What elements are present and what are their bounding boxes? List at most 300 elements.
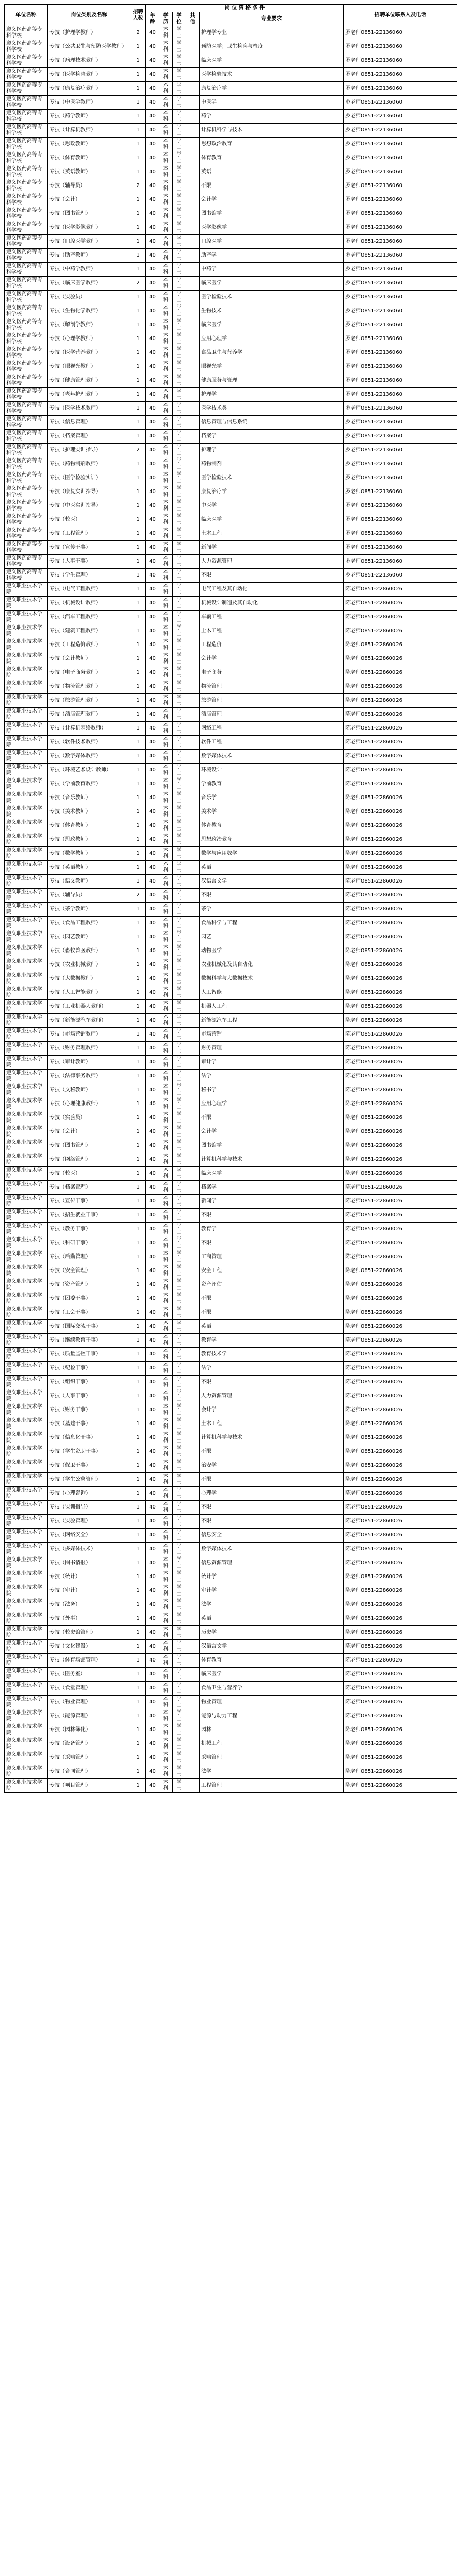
cell-other bbox=[186, 1473, 200, 1487]
cell-unit: 遵义医药高等专科学校 bbox=[5, 499, 48, 513]
cell-age: 40 bbox=[146, 777, 159, 791]
cell-other bbox=[186, 680, 200, 694]
cell-age: 40 bbox=[146, 193, 159, 207]
cell-unit: 遵义医药高等专科学校 bbox=[5, 235, 48, 249]
cell-post: 专技（医学检验教师） bbox=[48, 68, 130, 82]
table-row bbox=[5, 54, 457, 68]
cell-other bbox=[186, 40, 200, 54]
cell-count: 1 bbox=[130, 930, 146, 944]
cell-degree: 学士 bbox=[173, 1250, 186, 1264]
cell-count: 1 bbox=[130, 1473, 146, 1487]
cell-edu: 本科 bbox=[159, 1501, 173, 1515]
cell-unit: 遵义职业技术学院 bbox=[5, 638, 48, 652]
cell-degree: 学士 bbox=[173, 694, 186, 708]
cell-post: 专技（信息化干事） bbox=[48, 1431, 130, 1445]
cell-other bbox=[186, 1223, 200, 1236]
cell-count: 1 bbox=[130, 249, 146, 263]
cell-edu: 本科 bbox=[159, 1445, 173, 1459]
cell-contact: 陈老师0851-22860026 bbox=[344, 652, 457, 666]
cell-post: 专技（音乐教师） bbox=[48, 791, 130, 805]
cell-edu: 本科 bbox=[159, 1473, 173, 1487]
cell-edu: 本科 bbox=[159, 1668, 173, 1682]
cell-contact: 罗老师0851-22136060 bbox=[344, 374, 457, 388]
cell-other bbox=[186, 444, 200, 457]
cell-age: 40 bbox=[146, 444, 159, 457]
cell-major: 数据科学与大数据技术 bbox=[200, 972, 344, 986]
cell-unit: 遵义职业技术学院 bbox=[5, 1612, 48, 1626]
cell-age: 40 bbox=[146, 346, 159, 360]
cell-degree: 学士 bbox=[173, 1000, 186, 1014]
cell-post: 专技（校医） bbox=[48, 1167, 130, 1181]
cell-contact: 陈老师0851-22860026 bbox=[344, 1362, 457, 1376]
cell-age: 40 bbox=[146, 1737, 159, 1751]
cell-other bbox=[186, 611, 200, 624]
cell-major: 信息资源管理 bbox=[200, 1556, 344, 1570]
cell-age: 40 bbox=[146, 638, 159, 652]
cell-contact: 罗老师0851-22136060 bbox=[344, 346, 457, 360]
cell-age: 40 bbox=[146, 1751, 159, 1765]
cell-count: 1 bbox=[130, 235, 146, 249]
cell-unit: 遵义职业技术学院 bbox=[5, 1278, 48, 1292]
cell-post: 专技（大数据教师） bbox=[48, 972, 130, 986]
cell-unit: 遵义医药高等专科学校 bbox=[5, 221, 48, 235]
cell-major: 图书馆学 bbox=[200, 1139, 344, 1153]
cell-age: 40 bbox=[146, 917, 159, 930]
table-row bbox=[5, 777, 457, 791]
cell-post: 专技（茶学教师） bbox=[48, 903, 130, 917]
cell-unit: 遵义职业技术学院 bbox=[5, 1515, 48, 1529]
cell-unit: 遵义医药高等专科学校 bbox=[5, 569, 48, 583]
cell-count: 1 bbox=[130, 513, 146, 527]
cell-age: 40 bbox=[146, 1306, 159, 1320]
cell-other bbox=[186, 1431, 200, 1445]
cell-count: 1 bbox=[130, 1306, 146, 1320]
table-row bbox=[5, 541, 457, 555]
table-row bbox=[5, 833, 457, 847]
cell-post: 专技（设备管理） bbox=[48, 1737, 130, 1751]
cell-degree: 学士 bbox=[173, 624, 186, 638]
cell-degree: 学士 bbox=[173, 165, 186, 179]
table-row bbox=[5, 819, 457, 833]
table-row bbox=[5, 1236, 457, 1250]
cell-major: 数字媒体技术 bbox=[200, 750, 344, 764]
cell-edu: 本科 bbox=[159, 708, 173, 722]
cell-post: 专技（学前教育教师） bbox=[48, 777, 130, 791]
cell-major: 中医学 bbox=[200, 499, 344, 513]
cell-contact: 陈老师0851-22860026 bbox=[344, 1431, 457, 1445]
cell-unit: 遵义医药高等专科学校 bbox=[5, 124, 48, 138]
cell-count: 1 bbox=[130, 388, 146, 402]
cell-count: 1 bbox=[130, 555, 146, 569]
cell-count: 1 bbox=[130, 1737, 146, 1751]
cell-edu: 本科 bbox=[159, 513, 173, 527]
cell-contact: 陈老师0851-22860026 bbox=[344, 1668, 457, 1682]
cell-degree: 学士 bbox=[173, 666, 186, 680]
cell-degree: 学士 bbox=[173, 1487, 186, 1501]
cell-edu: 本科 bbox=[159, 1529, 173, 1543]
cell-major: 信息管理与信息系统 bbox=[200, 416, 344, 430]
cell-unit: 遵义职业技术学院 bbox=[5, 1014, 48, 1028]
cell-major: 工商管理 bbox=[200, 1250, 344, 1264]
cell-post: 专技（医学影像教师） bbox=[48, 221, 130, 235]
cell-age: 40 bbox=[146, 569, 159, 583]
cell-age: 40 bbox=[146, 291, 159, 304]
cell-contact: 陈老师0851-22860026 bbox=[344, 875, 457, 889]
cell-post: 专技（组织干事） bbox=[48, 1376, 130, 1389]
cell-age: 40 bbox=[146, 1014, 159, 1028]
cell-edu: 本科 bbox=[159, 1125, 173, 1139]
cell-count: 1 bbox=[130, 1515, 146, 1529]
table-row bbox=[5, 1431, 457, 1445]
cell-edu: 本科 bbox=[159, 402, 173, 416]
table-row bbox=[5, 1250, 457, 1264]
cell-count: 1 bbox=[130, 1543, 146, 1556]
cell-unit: 遵义医药高等专科学校 bbox=[5, 179, 48, 193]
cell-edu: 本科 bbox=[159, 110, 173, 124]
cell-contact: 陈老师0851-22860026 bbox=[344, 1111, 457, 1125]
cell-post: 专技（计算机教师） bbox=[48, 124, 130, 138]
cell-edu: 本科 bbox=[159, 1682, 173, 1696]
table-row bbox=[5, 346, 457, 360]
cell-edu: 本科 bbox=[159, 527, 173, 541]
cell-contact: 陈老师0851-22860026 bbox=[344, 1529, 457, 1543]
cell-other bbox=[186, 583, 200, 597]
cell-edu: 本科 bbox=[159, 1779, 173, 1793]
cell-major: 新能源汽车工程 bbox=[200, 1014, 344, 1028]
cell-count: 1 bbox=[130, 138, 146, 151]
cell-contact: 陈老师0851-22860026 bbox=[344, 1125, 457, 1139]
cell-major: 医学检验技术 bbox=[200, 471, 344, 485]
table-body bbox=[5, 26, 457, 1793]
cell-unit: 遵义职业技术学院 bbox=[5, 1000, 48, 1014]
table-row bbox=[5, 1139, 457, 1153]
cell-count: 1 bbox=[130, 207, 146, 221]
cell-other bbox=[186, 291, 200, 304]
cell-other bbox=[186, 1682, 200, 1696]
cell-major: 酒店管理 bbox=[200, 708, 344, 722]
cell-other bbox=[186, 402, 200, 416]
cell-edu: 本科 bbox=[159, 1598, 173, 1612]
table-row bbox=[5, 1459, 457, 1473]
cell-count: 1 bbox=[130, 875, 146, 889]
cell-degree: 学士 bbox=[173, 1056, 186, 1070]
cell-post: 专技（图书管理） bbox=[48, 207, 130, 221]
cell-other bbox=[186, 833, 200, 847]
cell-degree: 学士 bbox=[173, 1264, 186, 1278]
cell-major: 临床医学 bbox=[200, 513, 344, 527]
table-row bbox=[5, 1556, 457, 1570]
cell-other bbox=[186, 1737, 200, 1751]
cell-contact: 陈老师0851-22860026 bbox=[344, 1640, 457, 1654]
table-row bbox=[5, 96, 457, 110]
cell-other bbox=[186, 318, 200, 332]
cell-post: 专技（建筑工程教师） bbox=[48, 624, 130, 638]
cell-major: 不限 bbox=[200, 569, 344, 583]
cell-major: 不限 bbox=[200, 1111, 344, 1125]
cell-edu: 本科 bbox=[159, 1431, 173, 1445]
cell-unit: 遵义医药高等专科学校 bbox=[5, 416, 48, 430]
table-row bbox=[5, 291, 457, 304]
cell-degree: 学士 bbox=[173, 235, 186, 249]
cell-post: 专技（软件技术教师） bbox=[48, 736, 130, 750]
table-row bbox=[5, 1696, 457, 1709]
cell-major: 音乐学 bbox=[200, 791, 344, 805]
cell-post: 专技（辅导员） bbox=[48, 889, 130, 903]
cell-degree: 学士 bbox=[173, 1236, 186, 1250]
cell-major: 不限 bbox=[200, 1292, 344, 1306]
cell-other bbox=[186, 1668, 200, 1682]
cell-other bbox=[186, 1501, 200, 1515]
cell-contact: 陈老师0851-22860026 bbox=[344, 833, 457, 847]
cell-post: 专技（保卫干事） bbox=[48, 1459, 130, 1473]
cell-age: 40 bbox=[146, 402, 159, 416]
cell-other bbox=[186, 1278, 200, 1292]
cell-other bbox=[186, 1125, 200, 1139]
cell-major: 人工智能 bbox=[200, 986, 344, 1000]
cell-major: 临床医学 bbox=[200, 1668, 344, 1682]
cell-age: 40 bbox=[146, 1070, 159, 1083]
cell-degree: 学士 bbox=[173, 96, 186, 110]
cell-unit: 遵义医药高等专科学校 bbox=[5, 40, 48, 54]
cell-count: 1 bbox=[130, 1709, 146, 1723]
cell-unit: 遵义职业技术学院 bbox=[5, 791, 48, 805]
cell-count: 1 bbox=[130, 694, 146, 708]
cell-count: 2 bbox=[130, 889, 146, 903]
cell-count: 1 bbox=[130, 638, 146, 652]
cell-count: 1 bbox=[130, 1070, 146, 1083]
cell-age: 40 bbox=[146, 1668, 159, 1682]
cell-age: 40 bbox=[146, 805, 159, 819]
cell-unit: 遵义职业技术学院 bbox=[5, 1250, 48, 1264]
cell-contact: 陈老师0851-22860026 bbox=[344, 694, 457, 708]
cell-count: 1 bbox=[130, 1167, 146, 1181]
table-row bbox=[5, 402, 457, 416]
cell-edu: 本科 bbox=[159, 917, 173, 930]
cell-major: 临床医学 bbox=[200, 277, 344, 291]
cell-count: 1 bbox=[130, 972, 146, 986]
cell-other bbox=[186, 1765, 200, 1779]
cell-unit: 遵义医药高等专科学校 bbox=[5, 360, 48, 374]
cell-major: 护理学 bbox=[200, 388, 344, 402]
cell-major: 物流管理 bbox=[200, 680, 344, 694]
cell-other bbox=[186, 1083, 200, 1097]
cell-count: 1 bbox=[130, 1417, 146, 1431]
cell-contact: 罗老师0851-22136060 bbox=[344, 207, 457, 221]
cell-post: 专技（畜牧兽医教师） bbox=[48, 944, 130, 958]
cell-degree: 学士 bbox=[173, 1543, 186, 1556]
cell-unit: 遵义职业技术学院 bbox=[5, 903, 48, 917]
cell-edu: 本科 bbox=[159, 1181, 173, 1195]
cell-edu: 本科 bbox=[159, 1292, 173, 1306]
cell-other bbox=[186, 124, 200, 138]
cell-contact: 罗老师0851-22136060 bbox=[344, 541, 457, 555]
cell-major: 口腔医学 bbox=[200, 235, 344, 249]
cell-major: 食品卫生与营养学 bbox=[200, 346, 344, 360]
cell-age: 40 bbox=[146, 471, 159, 485]
cell-age: 40 bbox=[146, 249, 159, 263]
cell-unit: 遵义职业技术学院 bbox=[5, 1125, 48, 1139]
cell-age: 40 bbox=[146, 1598, 159, 1612]
cell-contact: 陈老师0851-22860026 bbox=[344, 1487, 457, 1501]
cell-edu: 本科 bbox=[159, 499, 173, 513]
table-row bbox=[5, 1014, 457, 1028]
cell-count: 1 bbox=[130, 1139, 146, 1153]
cell-degree: 学士 bbox=[173, 1292, 186, 1306]
cell-count: 1 bbox=[130, 1570, 146, 1584]
cell-age: 40 bbox=[146, 1612, 159, 1626]
cell-unit: 遵义职业技术学院 bbox=[5, 972, 48, 986]
cell-contact: 罗老师0851-22136060 bbox=[344, 82, 457, 96]
cell-count: 1 bbox=[130, 569, 146, 583]
cell-degree: 学士 bbox=[173, 1111, 186, 1125]
cell-edu: 本科 bbox=[159, 1765, 173, 1779]
cell-major: 会计学 bbox=[200, 1125, 344, 1139]
cell-post: 专技（数学教师） bbox=[48, 847, 130, 861]
cell-age: 40 bbox=[146, 903, 159, 917]
cell-post: 专技（市场营销教师） bbox=[48, 1028, 130, 1042]
cell-other bbox=[186, 485, 200, 499]
cell-count: 1 bbox=[130, 485, 146, 499]
cell-edu: 本科 bbox=[159, 1612, 173, 1626]
cell-edu: 本科 bbox=[159, 235, 173, 249]
table-row bbox=[5, 1292, 457, 1306]
cell-age: 40 bbox=[146, 1292, 159, 1306]
cell-age: 40 bbox=[146, 1278, 159, 1292]
cell-post: 专技（图书管理） bbox=[48, 1139, 130, 1153]
cell-post: 专技（农业机械教师） bbox=[48, 958, 130, 972]
cell-other bbox=[186, 930, 200, 944]
header-post: 岗位类别及名称 bbox=[48, 5, 130, 26]
cell-other bbox=[186, 1195, 200, 1209]
cell-edu: 本科 bbox=[159, 471, 173, 485]
cell-unit: 遵义医药高等专科学校 bbox=[5, 444, 48, 457]
cell-post: 专技（实验管理） bbox=[48, 1515, 130, 1529]
table-row bbox=[5, 193, 457, 207]
cell-count: 1 bbox=[130, 736, 146, 750]
cell-edu: 本科 bbox=[159, 930, 173, 944]
cell-contact: 陈老师0851-22860026 bbox=[344, 1751, 457, 1765]
cell-age: 40 bbox=[146, 1153, 159, 1167]
cell-contact: 陈老师0851-22860026 bbox=[344, 791, 457, 805]
cell-degree: 学士 bbox=[173, 26, 186, 40]
cell-major: 不限 bbox=[200, 1445, 344, 1459]
cell-major: 心理学 bbox=[200, 1487, 344, 1501]
cell-unit: 遵义职业技术学院 bbox=[5, 1056, 48, 1070]
cell-post: 专技（质量监控干事） bbox=[48, 1348, 130, 1362]
cell-edu: 本科 bbox=[159, 263, 173, 277]
cell-other bbox=[186, 1389, 200, 1403]
cell-post: 专技（财务管理教师） bbox=[48, 1042, 130, 1056]
cell-age: 40 bbox=[146, 1654, 159, 1668]
cell-age: 40 bbox=[146, 1125, 159, 1139]
cell-major: 秘书学 bbox=[200, 1083, 344, 1097]
cell-unit: 遵义职业技术学院 bbox=[5, 944, 48, 958]
table-row bbox=[5, 1264, 457, 1278]
cell-other bbox=[186, 1028, 200, 1042]
cell-post: 专技（中医实训指导） bbox=[48, 499, 130, 513]
table-row bbox=[5, 1195, 457, 1209]
cell-degree: 学士 bbox=[173, 736, 186, 750]
cell-contact: 陈老师0851-22860026 bbox=[344, 1042, 457, 1056]
table-row bbox=[5, 179, 457, 193]
cell-age: 40 bbox=[146, 819, 159, 833]
cell-degree: 学士 bbox=[173, 1584, 186, 1598]
cell-edu: 本科 bbox=[159, 485, 173, 499]
cell-unit: 遵义职业技术学院 bbox=[5, 1682, 48, 1696]
table-row bbox=[5, 527, 457, 541]
cell-other bbox=[186, 1153, 200, 1167]
cell-edu: 本科 bbox=[159, 652, 173, 666]
cell-edu: 本科 bbox=[159, 1723, 173, 1737]
cell-other bbox=[186, 457, 200, 471]
cell-degree: 学士 bbox=[173, 750, 186, 764]
cell-count: 1 bbox=[130, 193, 146, 207]
cell-major: 生物技术 bbox=[200, 304, 344, 318]
table-row bbox=[5, 416, 457, 430]
cell-count: 1 bbox=[130, 1654, 146, 1668]
cell-age: 40 bbox=[146, 1083, 159, 1097]
table-row bbox=[5, 165, 457, 179]
cell-degree: 学士 bbox=[173, 151, 186, 165]
cell-count: 1 bbox=[130, 1501, 146, 1515]
cell-edu: 本科 bbox=[159, 1153, 173, 1167]
cell-major: 茶学 bbox=[200, 903, 344, 917]
cell-degree: 学士 bbox=[173, 986, 186, 1000]
cell-contact: 陈老师0851-22860026 bbox=[344, 1334, 457, 1348]
cell-unit: 遵义职业技术学院 bbox=[5, 611, 48, 624]
cell-edu: 本科 bbox=[159, 1626, 173, 1640]
cell-age: 40 bbox=[146, 666, 159, 680]
cell-post: 专技（助产教师） bbox=[48, 249, 130, 263]
cell-edu: 本科 bbox=[159, 1195, 173, 1209]
cell-post: 专技（法务） bbox=[48, 1598, 130, 1612]
cell-post: 专技（医学技术教师） bbox=[48, 402, 130, 416]
cell-age: 40 bbox=[146, 1320, 159, 1334]
cell-age: 40 bbox=[146, 1709, 159, 1723]
cell-edu: 本科 bbox=[159, 805, 173, 819]
cell-edu: 本科 bbox=[159, 1709, 173, 1723]
cell-contact: 陈老师0851-22860026 bbox=[344, 708, 457, 722]
cell-contact: 罗老师0851-22136060 bbox=[344, 165, 457, 179]
cell-degree: 学士 bbox=[173, 499, 186, 513]
table-row bbox=[5, 1320, 457, 1334]
cell-count: 1 bbox=[130, 124, 146, 138]
cell-count: 1 bbox=[130, 680, 146, 694]
cell-count: 1 bbox=[130, 791, 146, 805]
cell-degree: 学士 bbox=[173, 1195, 186, 1209]
cell-age: 40 bbox=[146, 499, 159, 513]
cell-contact: 陈老师0851-22860026 bbox=[344, 944, 457, 958]
cell-post: 专技（园林绿化） bbox=[48, 1723, 130, 1737]
cell-degree: 学士 bbox=[173, 861, 186, 875]
cell-age: 40 bbox=[146, 1431, 159, 1445]
cell-age: 40 bbox=[146, 708, 159, 722]
cell-degree: 学士 bbox=[173, 207, 186, 221]
cell-major: 不限 bbox=[200, 1236, 344, 1250]
cell-unit: 遵义职业技术学院 bbox=[5, 1584, 48, 1598]
cell-age: 40 bbox=[146, 374, 159, 388]
cell-age: 40 bbox=[146, 138, 159, 151]
cell-unit: 遵义职业技术学院 bbox=[5, 1292, 48, 1306]
cell-contact: 陈老师0851-22860026 bbox=[344, 624, 457, 638]
cell-post: 专技（图书情报） bbox=[48, 1556, 130, 1570]
cell-contact: 陈老师0851-22860026 bbox=[344, 1236, 457, 1250]
cell-major: 教育学 bbox=[200, 1334, 344, 1348]
cell-other bbox=[186, 1362, 200, 1376]
cell-major: 不限 bbox=[200, 1515, 344, 1529]
cell-edu: 本科 bbox=[159, 430, 173, 444]
cell-degree: 学士 bbox=[173, 1668, 186, 1682]
